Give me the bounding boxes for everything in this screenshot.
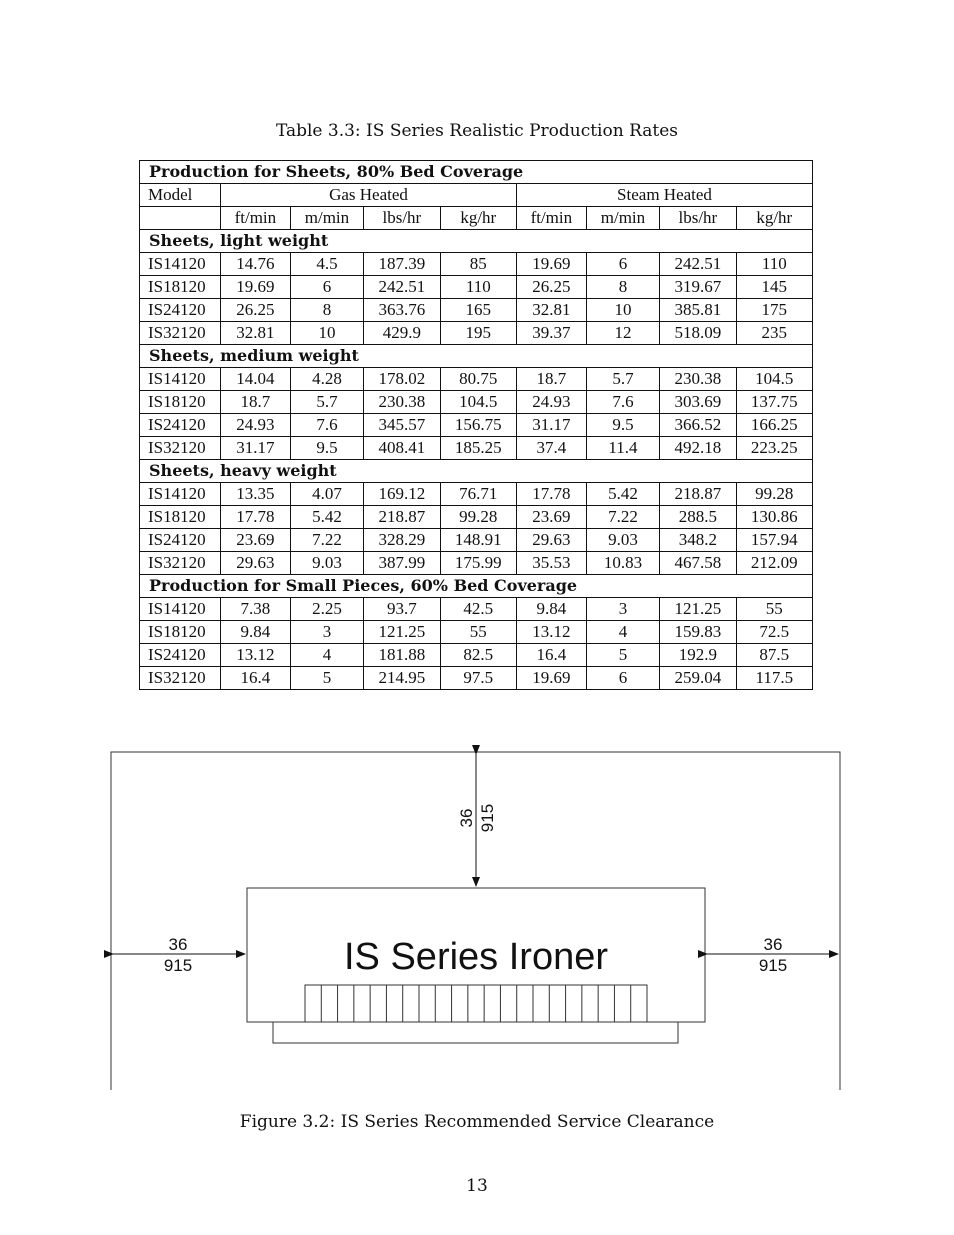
table-row [140, 299, 813, 322]
value-cell: 130.86 [736, 506, 812, 529]
value-cell: 17.78 [221, 506, 291, 529]
unit-header: lbs/hr [364, 207, 440, 230]
value-cell: 14.04 [221, 368, 291, 391]
right-clearance-inches: 36 [763, 935, 783, 954]
section-label: Sheets, heavy weight [140, 460, 813, 483]
table-body [140, 161, 813, 690]
value-cell: 429.9 [364, 322, 440, 345]
model-cell: IS24120 [140, 529, 221, 552]
value-cell: 178.02 [364, 368, 440, 391]
top-clearance-mm: 915 [478, 803, 497, 833]
value-cell: 157.94 [736, 529, 812, 552]
value-cell: 9.03 [290, 552, 363, 575]
model-cell: IS18120 [140, 391, 221, 414]
section-header-row [140, 345, 813, 368]
value-cell: 19.69 [516, 667, 586, 690]
value-cell: 18.7 [221, 391, 291, 414]
value-cell: 26.25 [221, 299, 291, 322]
value-cell: 110 [736, 253, 812, 276]
model-cell: IS14120 [140, 368, 221, 391]
model-cell: IS18120 [140, 506, 221, 529]
value-cell: 18.7 [516, 368, 586, 391]
table-title: Production for Sheets, 80% Bed Coverage [140, 161, 813, 184]
value-cell: 6 [586, 667, 659, 690]
model-cell: IS32120 [140, 552, 221, 575]
table-row [140, 322, 813, 345]
table-row [140, 598, 813, 621]
model-cell: IS14120 [140, 598, 221, 621]
table-row [140, 414, 813, 437]
model-cell: IS24120 [140, 644, 221, 667]
value-cell: 319.67 [660, 276, 736, 299]
value-cell: 187.39 [364, 253, 440, 276]
value-cell: 10 [586, 299, 659, 322]
gas-heated-header: Gas Heated [221, 184, 517, 207]
model-cell: IS24120 [140, 414, 221, 437]
model-cell: IS14120 [140, 253, 221, 276]
value-cell: 14.76 [221, 253, 291, 276]
value-cell: 16.4 [516, 644, 586, 667]
unit-header: kg/hr [736, 207, 812, 230]
value-cell: 6 [290, 276, 363, 299]
value-cell: 31.17 [221, 437, 291, 460]
table-row [140, 391, 813, 414]
value-cell: 37.4 [516, 437, 586, 460]
value-cell: 31.17 [516, 414, 586, 437]
value-cell: 7.22 [586, 506, 659, 529]
value-cell: 9.03 [586, 529, 659, 552]
value-cell: 145 [736, 276, 812, 299]
value-cell: 12 [586, 322, 659, 345]
value-cell: 4 [290, 644, 363, 667]
value-cell: 175 [736, 299, 812, 322]
value-cell: 121.25 [364, 621, 440, 644]
value-cell: 6 [586, 253, 659, 276]
value-cell: 5.42 [586, 483, 659, 506]
table-row [140, 276, 813, 299]
value-cell: 29.63 [516, 529, 586, 552]
model-header: Model [140, 184, 221, 207]
value-cell: 23.69 [221, 529, 291, 552]
value-cell: 518.09 [660, 322, 736, 345]
section-label: Sheets, medium weight [140, 345, 813, 368]
value-cell: 9.5 [586, 414, 659, 437]
unit-header: ft/min [516, 207, 586, 230]
value-cell: 148.91 [440, 529, 516, 552]
value-cell: 363.76 [364, 299, 440, 322]
value-cell: 4.5 [290, 253, 363, 276]
value-cell: 55 [736, 598, 812, 621]
value-cell: 185.25 [440, 437, 516, 460]
unit-header: lbs/hr [660, 207, 736, 230]
model-cell: IS18120 [140, 276, 221, 299]
value-cell: 23.69 [516, 506, 586, 529]
top-clearance-inches: 36 [457, 808, 476, 828]
value-cell: 7.38 [221, 598, 291, 621]
table-row [140, 483, 813, 506]
value-cell: 110 [440, 276, 516, 299]
model-cell: IS32120 [140, 322, 221, 345]
value-cell: 19.69 [221, 276, 291, 299]
value-cell: 467.58 [660, 552, 736, 575]
value-cell: 16.4 [221, 667, 291, 690]
value-cell: 345.57 [364, 414, 440, 437]
value-cell: 9.84 [516, 598, 586, 621]
value-cell: 32.81 [221, 322, 291, 345]
value-cell: 212.09 [736, 552, 812, 575]
value-cell: 35.53 [516, 552, 586, 575]
value-cell: 39.37 [516, 322, 586, 345]
value-cell: 11.4 [586, 437, 659, 460]
value-cell: 24.93 [516, 391, 586, 414]
value-cell: 218.87 [660, 483, 736, 506]
page-number: 13 [466, 1176, 488, 1196]
value-cell: 2.25 [290, 598, 363, 621]
value-cell: 230.38 [660, 368, 736, 391]
unit-header: ft/min [221, 207, 291, 230]
value-cell: 5 [290, 667, 363, 690]
table-row [140, 621, 813, 644]
table-row [140, 506, 813, 529]
value-cell: 181.88 [364, 644, 440, 667]
unit-header-blank [140, 207, 221, 230]
table-row [140, 667, 813, 690]
value-cell: 235 [736, 322, 812, 345]
section-label: Production for Small Pieces, 60% Bed Coverage [140, 575, 813, 598]
table-row [140, 644, 813, 667]
table-row [140, 253, 813, 276]
section-label: Sheets, light weight [140, 230, 813, 253]
value-cell: 3 [290, 621, 363, 644]
steam-heated-header: Steam Heated [516, 184, 812, 207]
value-cell: 492.18 [660, 437, 736, 460]
value-cell: 85 [440, 253, 516, 276]
value-cell: 348.2 [660, 529, 736, 552]
value-cell: 13.35 [221, 483, 291, 506]
value-cell: 32.81 [516, 299, 586, 322]
model-cell: IS32120 [140, 667, 221, 690]
value-cell: 156.75 [440, 414, 516, 437]
value-cell: 80.75 [440, 368, 516, 391]
value-cell: 4.28 [290, 368, 363, 391]
value-cell: 99.28 [736, 483, 812, 506]
value-cell: 76.71 [440, 483, 516, 506]
value-cell: 5.7 [290, 391, 363, 414]
value-cell: 288.5 [660, 506, 736, 529]
group-header-row [140, 184, 813, 207]
value-cell: 230.38 [364, 391, 440, 414]
value-cell: 259.04 [660, 667, 736, 690]
value-cell: 87.5 [736, 644, 812, 667]
value-cell: 10 [290, 322, 363, 345]
value-cell: 55 [440, 621, 516, 644]
value-cell: 29.63 [221, 552, 291, 575]
value-cell: 5.7 [586, 368, 659, 391]
value-cell: 5.42 [290, 506, 363, 529]
table-title-row [140, 161, 813, 184]
value-cell: 72.5 [736, 621, 812, 644]
value-cell: 7.6 [290, 414, 363, 437]
value-cell: 7.6 [586, 391, 659, 414]
figure-caption: Figure 3.2: IS Series Recommended Service Clearance [239, 1112, 715, 1132]
value-cell: 9.5 [290, 437, 363, 460]
right-clearance-mm: 915 [758, 956, 788, 975]
unit-header: m/min [290, 207, 363, 230]
value-cell: 8 [586, 276, 659, 299]
value-cell: 218.87 [364, 506, 440, 529]
value-cell: 137.75 [736, 391, 812, 414]
value-cell: 328.29 [364, 529, 440, 552]
value-cell: 5 [586, 644, 659, 667]
unit-header-row [140, 207, 813, 230]
value-cell: 408.41 [364, 437, 440, 460]
table-row [140, 437, 813, 460]
value-cell: 24.93 [221, 414, 291, 437]
value-cell: 366.52 [660, 414, 736, 437]
value-cell: 303.69 [660, 391, 736, 414]
section-header-row [140, 575, 813, 598]
value-cell: 13.12 [221, 644, 291, 667]
value-cell: 4.07 [290, 483, 363, 506]
value-cell: 10.83 [586, 552, 659, 575]
left-clearance-mm: 915 [163, 956, 193, 975]
value-cell: 104.5 [736, 368, 812, 391]
value-cell: 385.81 [660, 299, 736, 322]
value-cell: 8 [290, 299, 363, 322]
ironer-feed-tray [273, 1022, 678, 1043]
value-cell: 166.25 [736, 414, 812, 437]
value-cell: 9.84 [221, 621, 291, 644]
value-cell: 97.5 [440, 667, 516, 690]
unit-header: m/min [586, 207, 659, 230]
model-cell: IS32120 [140, 437, 221, 460]
value-cell: 195 [440, 322, 516, 345]
model-cell: IS24120 [140, 299, 221, 322]
value-cell: 17.78 [516, 483, 586, 506]
value-cell: 387.99 [364, 552, 440, 575]
left-clearance-inches: 36 [168, 935, 188, 954]
model-cell: IS18120 [140, 621, 221, 644]
machine-label: IS Series Ironer [344, 936, 608, 978]
value-cell: 159.83 [660, 621, 736, 644]
value-cell: 121.25 [660, 598, 736, 621]
model-cell: IS14120 [140, 483, 221, 506]
unit-header: kg/hr [440, 207, 516, 230]
value-cell: 192.9 [660, 644, 736, 667]
production-rates-table [139, 160, 813, 690]
value-cell: 93.7 [364, 598, 440, 621]
value-cell: 242.51 [660, 253, 736, 276]
value-cell: 7.22 [290, 529, 363, 552]
value-cell: 117.5 [736, 667, 812, 690]
value-cell: 214.95 [364, 667, 440, 690]
value-cell: 242.51 [364, 276, 440, 299]
value-cell: 13.12 [516, 621, 586, 644]
table-caption: Table 3.3: IS Series Realistic Production Rates [275, 121, 679, 141]
value-cell: 4 [586, 621, 659, 644]
value-cell: 104.5 [440, 391, 516, 414]
value-cell: 169.12 [364, 483, 440, 506]
value-cell: 82.5 [440, 644, 516, 667]
table-row [140, 552, 813, 575]
value-cell: 223.25 [736, 437, 812, 460]
section-header-row [140, 460, 813, 483]
service-clearance-figure [0, 740, 954, 1100]
section-header-row [140, 230, 813, 253]
value-cell: 175.99 [440, 552, 516, 575]
value-cell: 42.5 [440, 598, 516, 621]
value-cell: 165 [440, 299, 516, 322]
value-cell: 3 [586, 598, 659, 621]
value-cell: 26.25 [516, 276, 586, 299]
value-cell: 19.69 [516, 253, 586, 276]
value-cell: 99.28 [440, 506, 516, 529]
table-row [140, 529, 813, 552]
table-row [140, 368, 813, 391]
